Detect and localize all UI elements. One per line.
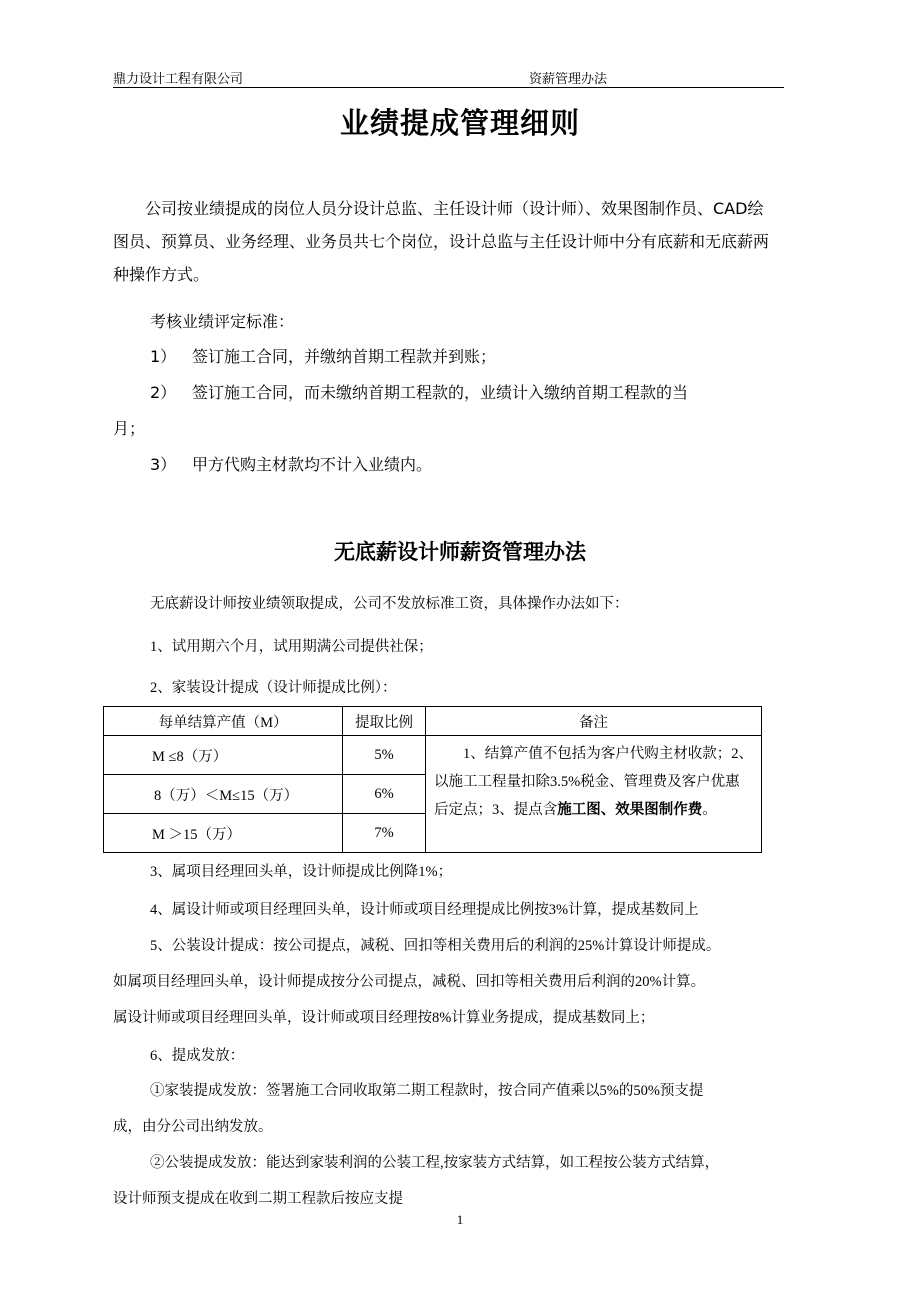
item-6a-line-2: 成，由分公司出纳发放。 <box>113 1119 273 1135</box>
criteria-item-1 <box>150 344 496 367</box>
item-4: 4、属设计师或项目经理回头单，设计师或项目经理提成比例按3%计算，提成基数同上 <box>150 902 699 918</box>
table-cell-range: 8（万）＜M≤15（万） <box>154 787 299 804</box>
criteria-label: 考核业绩评定标准： <box>150 312 295 331</box>
criteria-item-3 <box>150 452 432 475</box>
note-end: 。 <box>702 802 717 818</box>
criteria-item-2-cont: 月； <box>113 419 146 438</box>
commission-table <box>103 706 762 853</box>
note-bold-text: 施工图、效果图制作费 <box>557 802 703 818</box>
section-title: 无底薪设计师薪资管理办法 <box>334 540 586 564</box>
item-1: 1、试用期六个月，试用期满公司提供社保； <box>150 639 433 655</box>
section-intro: 无底薪设计师按业绩领取提成，公司不发放标准工资，具体操作办法如下： <box>150 596 629 612</box>
page-number: 1 <box>456 1212 464 1227</box>
table-cell-rate: 5% <box>343 736 426 775</box>
criteria-text: 甲方代购主材款均不计入业绩内。 <box>192 455 433 474</box>
header-divider <box>113 87 784 88</box>
page-header <box>113 68 784 88</box>
criteria-text: 签订施工合同，并缴纳首期工程款并到账； <box>192 347 497 366</box>
note-text: 1、结算产值不包括为客户代购主材收款；2、以施工工程量扣除3.5%税金、管理费及客户优惠后定点；3、提点含 <box>433 746 753 818</box>
table-header: 备注 <box>425 707 761 736</box>
item-2: 2、家装设计提成（设计师提成比例）： <box>150 680 397 696</box>
criteria-text: 签订施工合同，而未缴纳首期工程款的，业绩计入缴纳首期工程款的当 <box>192 383 689 402</box>
item-6: 6、提成发放： <box>150 1048 245 1064</box>
page-title: 业绩提成管理细则 <box>339 106 580 140</box>
item-5-line-3: 属设计师或项目经理回头单，设计师或项目经理按8%计算业务提成，提成基数同上； <box>113 1010 655 1026</box>
table-cell-range: M ≤8（万） <box>152 748 228 765</box>
item-3: 3、属项目经理回头单，设计师提成比例降1%； <box>150 864 453 880</box>
header-company: 鼎力设计工程有限公司 <box>113 72 244 87</box>
item-5-line-1: 5、公装设计提成：按公司提点，减税、回扣等相关费用后的利润的25%计算设计师提成。 <box>150 938 721 954</box>
item-5-line-2: 如属项目经理回头单，设计师提成按分公司提点，减税、回扣等相关费用后利润的20%计算。 <box>113 974 706 990</box>
table-row <box>104 736 762 775</box>
item-6b-line-1: ②公装提成发放：能达到家装利润的公装工程,按家装方式结算，如工程按公装方式结算， <box>150 1155 720 1171</box>
table-header-row <box>104 707 762 736</box>
table-cell-rate: 7% <box>343 814 426 853</box>
table-header: 每单结算产值（M） <box>104 707 343 736</box>
table-cell-rate: 6% <box>343 775 426 814</box>
table-cell-range: M ＞15（万） <box>152 826 242 843</box>
criteria-num: 2） <box>150 383 177 402</box>
criteria-num: 3） <box>150 455 177 474</box>
table-note <box>425 736 761 853</box>
item-6a-line-1: ①家装提成发放：签署施工合同收取第二期工程款时，按合同产值乘以5%的50%预支提 <box>150 1083 704 1099</box>
criteria-num: 1） <box>150 347 177 366</box>
intro-paragraph: 公司按业绩提成的岗位人员分设计总监、主任设计师（设计师）、效果图制作员、CAD绘图员、预算员、业务经理、业务员共七个岗位，设计总监与主任设计师中分有底薪和无底薪两种操作方式。 <box>113 199 770 284</box>
item-6b-line-2: 设计师预支提成在收到二期工程款后按应支提 <box>113 1191 403 1207</box>
criteria-item-2 <box>150 380 688 403</box>
header-doc-title: 资薪管理办法 <box>529 72 608 87</box>
table-header: 提取比例 <box>343 707 426 736</box>
